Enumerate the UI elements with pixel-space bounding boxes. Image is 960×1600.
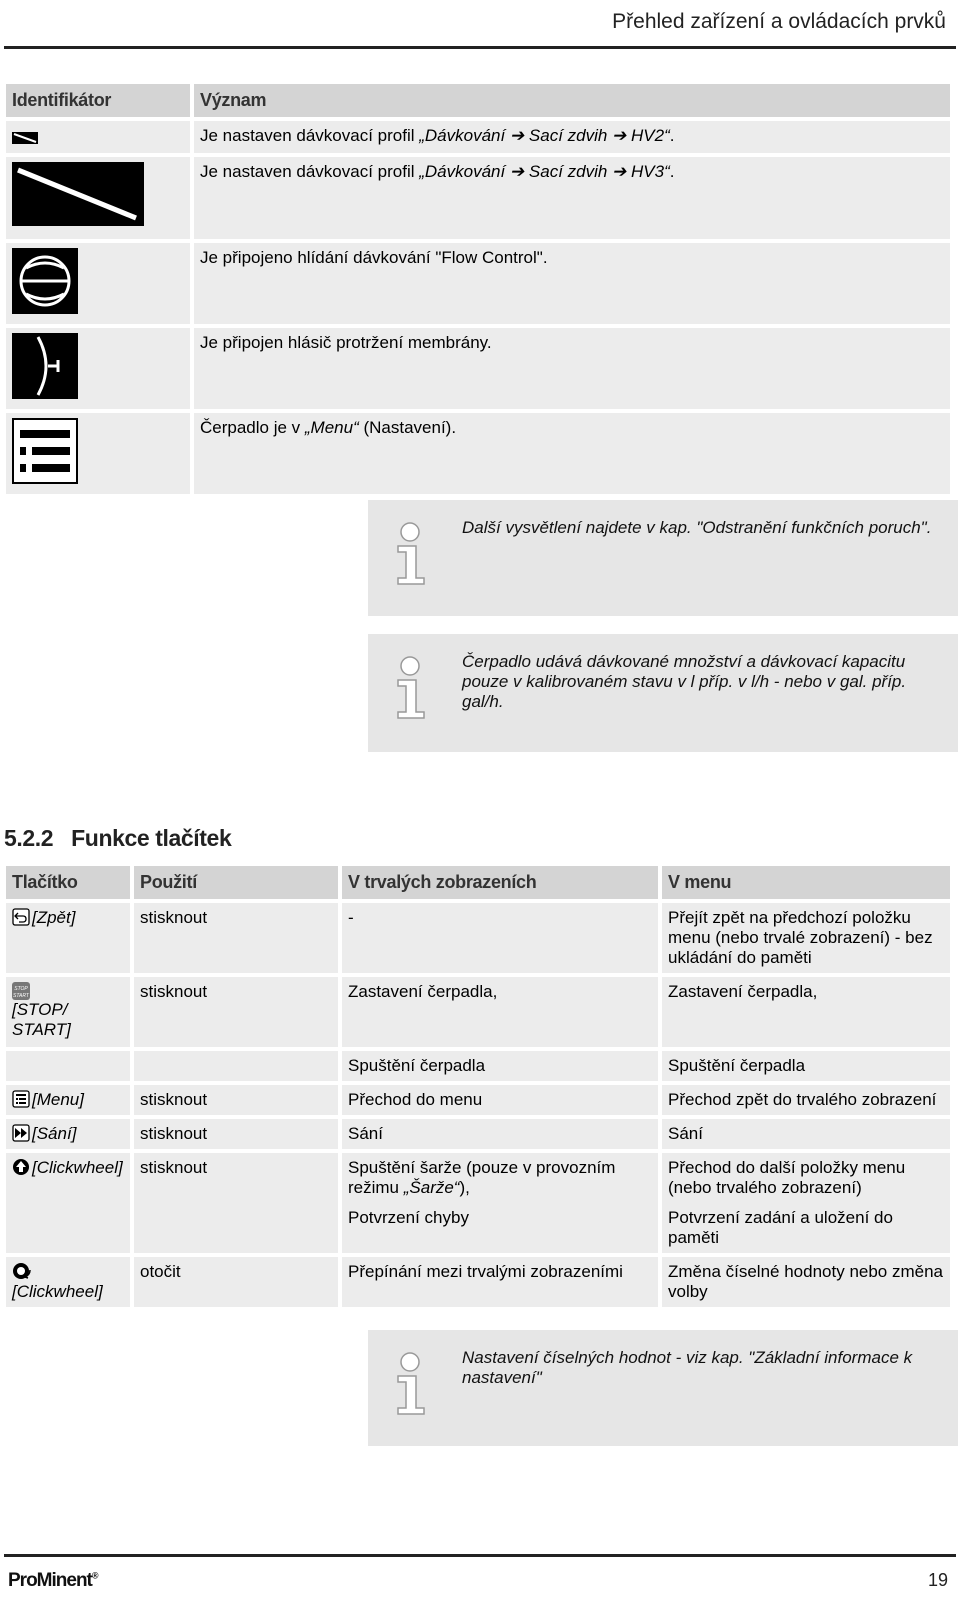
table-row [6,1119,950,1149]
table-row [6,903,950,973]
table-row [6,328,950,409]
menu-key-icon [12,1090,30,1108]
permanent-cell: Spuštění čerpadla [342,1051,658,1081]
table-row [6,1153,950,1253]
menu-cell: Spuštění čerpadla [662,1051,950,1081]
table-row [6,121,950,153]
clickwheel-turn-icon [12,1262,32,1280]
info-note [368,500,958,616]
row-meaning: Je nastaven dávkovací profil „Dávkování ➔ Sací zdvih ➔ HV3“. [194,157,950,239]
info-icon [394,656,430,720]
use-cell: stisknout [134,1119,338,1149]
column-header-identifier: Identifikátor [6,84,190,117]
key-cell: [Clickwheel] [6,1257,130,1307]
permanent-cell: Sání [342,1119,658,1149]
key-functions-table [2,862,954,1311]
row-meaning: Je připojen hlásič protržení membrány. [194,328,950,409]
permanent-cell: Přechod do menu [342,1085,658,1115]
section-title: Funkce tlačítek [71,825,232,851]
key-cell: [Clickwheel] [6,1153,130,1253]
column-header-permanent: V trvalých zobrazeních [342,866,658,899]
use-cell: stisknout [134,1085,338,1115]
note-text: Čerpadlo udává dávkované množství a dávkovací kapacitu pouze v kalibrovaném stavu v l příp. v l/h - nebo v gal. příp. gal/h. [462,652,907,711]
table-row [6,157,950,239]
table-row [6,243,950,324]
use-cell: stisknout [134,977,338,1047]
table-header-row [6,866,950,899]
key-cell: [Sání] [6,1119,130,1149]
flow-control-icon [12,248,78,314]
menu-cell: Změna číselné hodnoty nebo změna volby [662,1257,950,1307]
stop-start-key-icon [12,982,30,1000]
clickwheel-press-icon [12,1158,30,1176]
info-note [368,634,958,752]
brand-logo: ProMinent® [8,1570,98,1591]
row-meaning: Je připojeno hlídání dávkování "Flow Control". [194,243,950,324]
row-meaning: Je nastaven dávkovací profil „Dávkování ➔ Sací zdvih ➔ HV2“. [194,121,950,153]
table-row [6,1051,950,1081]
key-cell: STOP START [STOP/ START] [6,977,130,1047]
hv3-profile-icon [12,162,144,226]
use-cell: stisknout [134,1153,338,1253]
hv2-profile-icon [12,132,38,144]
table-header-row [6,84,950,117]
start-icon-label: START [13,993,29,999]
priming-key-icon [12,1124,30,1142]
table-row [6,413,950,494]
identifiers-table [2,80,954,498]
note-text: Nastavení číselných hodnot - viz kap. "Základní informace k nastavení" [462,1348,913,1387]
column-header-menu: V menu [662,866,950,899]
back-key-icon [12,908,30,926]
column-header-meaning: Význam [194,84,950,117]
info-icon [394,522,430,586]
section-heading [4,825,231,852]
key-cell: [Menu] [6,1085,130,1115]
use-cell: stisknout [134,903,338,973]
membrane-rupture-icon [12,333,78,399]
info-icon [394,1352,430,1416]
menu-cell: Přejít zpět na předchozí položku menu (nebo trvalé zobrazení) - bez ukládání do paměti [662,903,950,973]
column-header-key: Tlačítko [6,866,130,899]
key-cell: [Zpět] [6,903,130,973]
table-row [6,1085,950,1115]
permanent-cell: Spuštění šarže (pouze v provozním režimu „Šarže“), Potvrzení chyby [342,1153,658,1253]
page-number: 19 [927,1570,948,1590]
row-meaning: Čerpadlo je v „Menu“ (Nastavení). [194,413,950,494]
permanent-cell: Zastavení čerpadla, [342,977,658,1047]
table-row [6,977,950,1047]
table-row [6,1257,950,1307]
column-header-use: Použití [134,866,338,899]
permanent-cell: Přepínání mezi trvalými zobrazeními [342,1257,658,1307]
menu-cell: Přechod zpět do trvalého zobrazení [662,1085,950,1115]
use-cell: otočit [134,1257,338,1307]
header-divider [4,46,956,49]
footer-divider [4,1554,956,1557]
menu-cell: Zastavení čerpadla, [662,977,950,1047]
section-number: 5.2.2 [4,825,54,851]
page-header-title: Přehled zařízení a ovládacích prvků [612,10,946,33]
note-text: Další vysvětlení najdete v kap. "Odstranění funkčních poruch". [462,518,932,537]
menu-cell: Sání [662,1119,950,1149]
menu-cell: Přechod do další položky menu (nebo trvalého zobrazení) Potvrzení zadání a uložení do paměti [662,1153,950,1253]
permanent-cell: - [342,903,658,973]
menu-icon [12,418,78,484]
info-note [368,1330,958,1446]
stop-icon-label: STOP [14,986,28,992]
